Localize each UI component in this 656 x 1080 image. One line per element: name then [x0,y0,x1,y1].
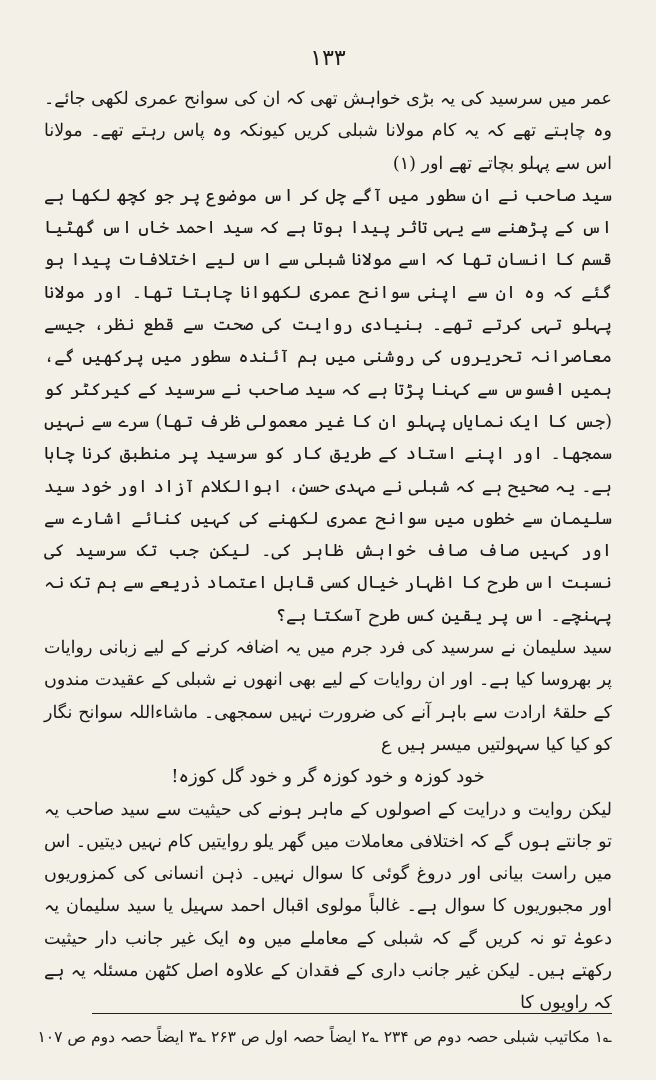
footnotes: ؎۱ مکاتیب شبلی حصہ دوم ص ۲۳۴ ؎۲ ایضاً حصہ اول ص ۲۶۳ ؎۳ ایضاً حصہ دوم ص ۱۰۷ [37,1028,612,1046]
footnote-divider [92,1013,612,1014]
paragraph: لیکن روایت و درایت کے اصولوں کے ماہر ہونے کی حیثیت سے سید صاحب یہ تو جانتے ہوں گے کہ اختلافی معاملات میں گھر یلو روایتیں کام نہیں دیتیں۔ اس میں راست بیانی اور دروغ گوئی کا سوال نہیں۔ ذہن انسانی کی کمزوریوں اور مجبوریوں کا سوال ہے۔ غالباً مولوی اقبال احمد سہیل یا سید سلیمان یہ دعوےٰ تو نہ کریں گے کہ شبلی کے معاملے میں وہ ایک غیر جانب دار حیثیت رکھتے ہیں۔ لیکن غیر جانب داری کے فقدان کے علاوہ اصل کٹھن مسئلہ یہ ہے کہ راویوں کا [44,799,612,1014]
paragraph: سید سلیمان نے سرسید کی فرد جرم میں یہ اضافہ کرنے کے لیے زبانی روایات پر بھروسا کیا ہے۔ اور ان روایات کے لیے بھی انھوں نے شبلی کے عقیدت مندوں کے حلقۂ ارادت سے باہر آنے کی ضرورت نہیں سمجھی۔ ماشاءاللہ سوانح نگار کو کیا کیا سہولتیں میسر ہیں ع [44,638,612,755]
paragraph: سید صاحب نے ان سطور میں آگے چل کر اس موضوع پر جو کچھ لکھا ہے اس کے پڑھنے سے یہی تاثر پیدا ہوتا ہے کہ سید احمد خاں اس گھٹیا قسم کا انسان تھا کہ اسے مولانا شبلی سے اس لیے اختلافات پیدا ہو گئے کہ وہ ان سے اپنی سوانح عمری لکھوانا چاہتا تھا۔ اور مولانا پہلو تہی کرتے تھے۔ بنیادی روایت کی صحت سے قطع نظر، جیسے معاصرانہ تحریروں کی روشنی میں ہم آئندہ سطور میں پرکھیں گے، ہمیں افسوس سے کہنا پڑتا ہے کہ سید صاحب نے سرسید کے کیرکٹر کو (جس کا ایک نمایاں پہلو ان کا غیر معمولی ظرف تھا) سرے سے نہیں سمجھا۔ اور اپنے استاد کے طریق کار کو سرسید پر منطبق کرنا چاہا ہے۔ یہ صحیح ہے کہ شبلی نے مہدی حسن، ابوالکلام آزاد اور خود سید سلیمان سے خطوں میں سوانح عمری لکھنے کی کہیں کنائے اشارے سے اور کہیں صاف صاف خواہش ظاہر کی۔ لیکن جب تک سرسید کی نسبت اس طرح کا اظہار خیال کسی قابل اعتماد ذریعے سے ہم تک نہ پہنچے۔ اس پر یقین کس طرح آسکتا ہے؟ [44,185,612,626]
verse-line: خود کوزہ و خود کوزہ گر و خود گل کوزہ! [171,766,485,788]
page-number: ۱۳۳ [310,46,346,71]
paragraph: عمر میں سرسید کی یہ بڑی خواہش تھی کہ ان کی سوانح عمری لکھی جائے۔ وہ چاہتے تھے کہ یہ کام مولانا شبلی کریں کیونکہ وہ پاس رہتے تھے۔ مولانا اس سے پہلو بچاتے تھے اور (۱) [44,89,612,174]
body-text [44,83,612,1020]
